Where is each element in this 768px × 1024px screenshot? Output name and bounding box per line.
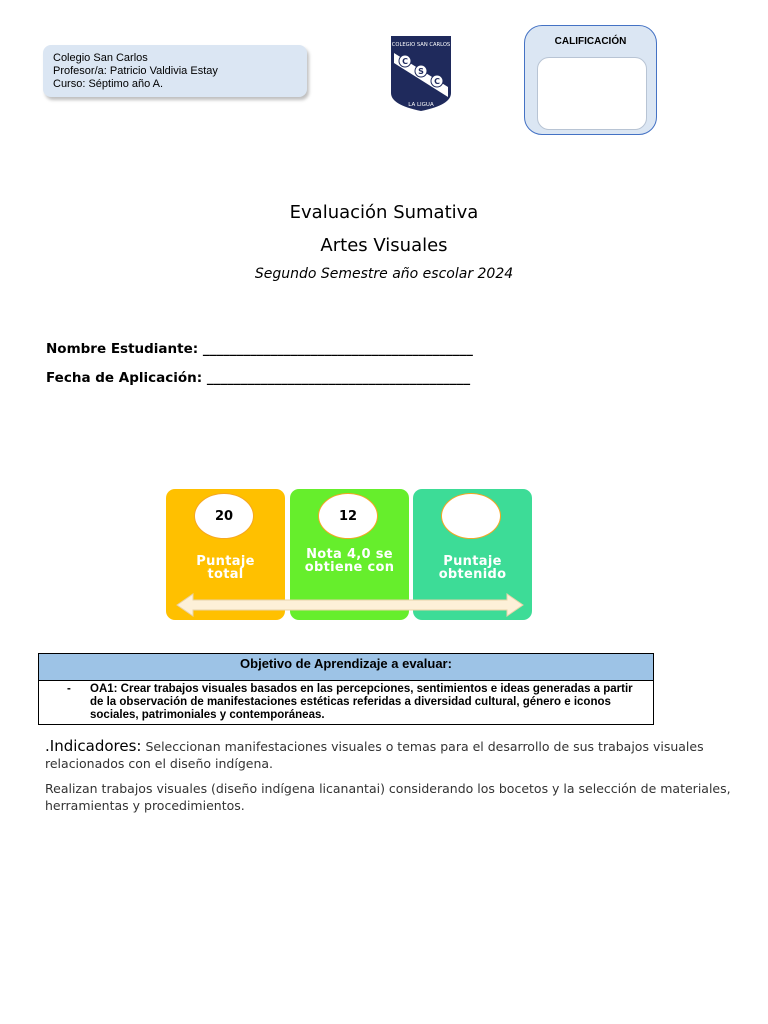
total-score-circle [194,493,254,539]
application-date-field[interactable]: Fecha de Aplicación: _______________________________________ [46,370,471,386]
semester-subtitle: Segundo Semestre año escolar 2024 [254,266,514,282]
evaluation-title: Evaluación Sumativa [289,202,479,223]
obtained-score-label: Puntaje obtenido [438,554,507,582]
school-crest-logo [390,35,452,112]
grade-field[interactable] [537,57,647,130]
school-info-box [43,45,307,97]
crest-top-text: COLEGIO SAN CARLOS [391,42,451,48]
minimum-score-circle [318,493,378,539]
crest-letter-1: C [402,57,408,66]
obtained-score-circle[interactable] [441,493,501,539]
indicators-heading: .Indicadores: [45,737,142,755]
grade-title: CALIFICACIÓN [554,36,627,47]
total-score-label: Puntaje total [196,554,255,582]
crest-bottom-text: LA LIGUA [408,102,434,108]
objective-table-header: Objetivo de Aprendizaje a evaluar: [39,654,653,681]
objective-dash: - [67,683,71,695]
total-score-value: 20 [214,508,234,524]
student-name-field[interactable]: Nombre Estudiante: ________________________________________ [46,341,473,357]
school-name: Colegio San Carlos [53,52,148,64]
grade-box [524,25,657,135]
indicator-text-2: Realizan trabajos visuales (diseño indígena licanantai) considerando los bocetos y la selección de materiales, herramientas y procedimientos. [45,781,731,813]
course-name: Curso: Séptimo año A. [53,78,164,90]
objective-table-body [39,681,653,722]
minimum-score-label: Nota 4,0 se obtiene con [304,547,395,575]
subject-title: Artes Visuales [320,235,448,256]
objective-table [38,653,654,725]
crest-letter-2: S [418,67,424,76]
objective-text: OA1: Crear trabajos visuales basados en las percepciones, sentimientos e ideas generadas a partir de la observación de manifestaciones estéticas referidas a diversidad cultural, género e iconos sociales, patrimoniales y contemporáneas. [90,683,633,721]
minimum-score-value: 12 [338,508,358,524]
indicators-paragraph-1 [45,738,735,772]
indicator-text-1: Seleccionan manifestaciones visuales o temas para el desarrollo de sus trabajos visuales relacionados con el diseño indígena. [45,739,704,771]
teacher-name: Profesor/a: Patricio Valdivia Estay [53,65,218,77]
crest-letter-3: C [434,77,440,86]
double-arrow-icon [175,592,525,618]
